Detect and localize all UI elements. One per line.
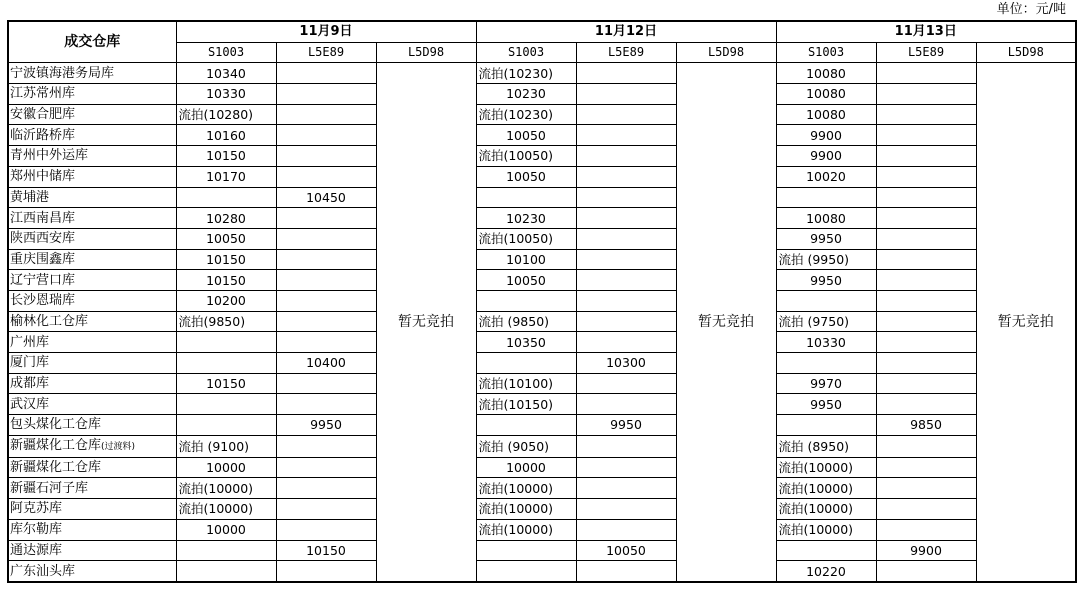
price-cell: 流拍(10000)	[176, 478, 276, 499]
price-cell: 9970	[776, 373, 876, 394]
header-col-l5d98: L5D98	[376, 42, 476, 63]
table-row	[8, 249, 1076, 270]
price-cell: 流拍(10000)	[776, 519, 876, 540]
warehouse-name	[8, 290, 176, 311]
price-cell: 流拍(9850)	[176, 311, 276, 332]
header-col-l5d98: L5D98	[676, 42, 776, 63]
price-cell	[276, 457, 376, 478]
price-cell	[476, 187, 576, 208]
price-cell: 10300	[576, 353, 676, 374]
warehouse-name-text: 包头煤化工仓库	[10, 417, 102, 433]
price-cell	[776, 187, 876, 208]
price-cell	[876, 353, 976, 374]
price-cell: 10230	[476, 84, 576, 105]
price-cell	[176, 332, 276, 353]
price-cell	[276, 249, 376, 270]
header-col-l5e89: L5E89	[276, 42, 376, 63]
table-row	[8, 435, 1076, 457]
price-cell	[276, 373, 376, 394]
table-row	[8, 415, 1076, 436]
price-cell: 10330	[776, 332, 876, 353]
price-cell	[276, 394, 376, 415]
warehouse-name-text: 陕西西安库	[10, 231, 76, 247]
warehouse-name	[8, 84, 176, 105]
price-cell: 流拍(10000)	[776, 457, 876, 478]
warehouse-name	[8, 499, 176, 520]
price-cell	[576, 166, 676, 187]
price-cell: 流拍(10050)	[476, 146, 576, 167]
price-cell	[876, 84, 976, 105]
unit-label: 单位：元/吨	[996, 2, 1066, 17]
price-cell: 10330	[176, 84, 276, 105]
price-cell	[576, 519, 676, 540]
warehouse-name-text: 广东汕头库	[10, 563, 76, 579]
price-cell	[276, 84, 376, 105]
price-cell	[576, 208, 676, 229]
price-cell: 10150	[176, 146, 276, 167]
warehouse-name-text: 宁波镇海港务局库	[10, 65, 115, 81]
table-row	[8, 478, 1076, 499]
price-cell: 10050	[576, 540, 676, 561]
warehouse-name	[8, 228, 176, 249]
price-cell	[276, 290, 376, 311]
table-row	[8, 332, 1076, 353]
price-cell: 10150	[276, 540, 376, 561]
table-row	[8, 208, 1076, 229]
warehouse-name-text: 厦门库	[10, 355, 50, 371]
warehouse-name-text: 新疆石河子库	[10, 480, 89, 496]
price-cell	[776, 353, 876, 374]
price-cell	[876, 561, 976, 582]
table-row	[8, 394, 1076, 415]
header-col-l5e89: L5E89	[576, 42, 676, 63]
price-cell	[276, 166, 376, 187]
warehouse-name-text: 广州库	[10, 334, 50, 350]
price-cell	[276, 311, 376, 332]
price-cell	[576, 63, 676, 84]
price-cell: 10400	[276, 353, 376, 374]
price-cell: 流拍 (9850)	[476, 311, 576, 332]
price-cell	[276, 519, 376, 540]
price-cell: 10150	[176, 270, 276, 291]
price-cell: 流拍(10000)	[776, 478, 876, 499]
header-date-3: 11月13日	[776, 21, 1076, 42]
header-col-s1003: S1003	[476, 42, 576, 63]
price-cell: 流拍(10000)	[176, 499, 276, 520]
warehouse-name	[8, 435, 176, 457]
warehouse-name	[8, 394, 176, 415]
price-cell: 流拍 (9950)	[776, 249, 876, 270]
auction-table	[7, 20, 1077, 583]
warehouse-name	[8, 478, 176, 499]
price-cell: 流拍(10000)	[476, 519, 576, 540]
warehouse-name	[8, 166, 176, 187]
price-cell	[576, 499, 676, 520]
warehouse-name-text: 黄埔港	[10, 189, 50, 205]
price-cell	[576, 125, 676, 146]
price-cell: 10340	[176, 63, 276, 84]
warehouse-name	[8, 519, 176, 540]
price-cell: 10160	[176, 125, 276, 146]
price-cell: 10000	[176, 457, 276, 478]
header-col-s1003: S1003	[776, 42, 876, 63]
price-cell	[876, 208, 976, 229]
price-cell	[476, 561, 576, 582]
price-cell: 流拍 (9100)	[176, 435, 276, 457]
price-cell	[276, 125, 376, 146]
warehouse-name-text: 江苏常州库	[10, 86, 76, 102]
price-cell: 流拍(10230)	[476, 104, 576, 125]
price-cell	[276, 561, 376, 582]
price-cell	[576, 249, 676, 270]
price-cell	[876, 311, 976, 332]
warehouse-name-text: 榆林化工仓库	[10, 313, 89, 329]
price-cell	[276, 63, 376, 84]
warehouse-name	[8, 353, 176, 374]
price-cell: 流拍(10150)	[476, 394, 576, 415]
price-cell	[576, 332, 676, 353]
price-cell	[876, 435, 976, 457]
price-cell	[876, 332, 976, 353]
table-body	[8, 63, 1076, 582]
warehouse-name-text: 通达源库	[10, 542, 63, 558]
price-cell	[576, 561, 676, 582]
warehouse-name-text: 青州中外运库	[10, 148, 89, 164]
table-row	[8, 166, 1076, 187]
warehouse-name-text: 长沙恩瑞库	[10, 293, 76, 309]
price-cell	[176, 415, 276, 436]
warehouse-name	[8, 104, 176, 125]
price-cell: 10050	[476, 166, 576, 187]
header-col-l5e89: L5E89	[876, 42, 976, 63]
price-cell	[876, 63, 976, 84]
price-cell	[576, 84, 676, 105]
table-row	[8, 499, 1076, 520]
price-cell: 10150	[176, 373, 276, 394]
table-row	[8, 540, 1076, 561]
warehouse-name	[8, 146, 176, 167]
price-cell	[576, 394, 676, 415]
price-cell	[276, 332, 376, 353]
price-cell: 9950	[776, 228, 876, 249]
price-cell: 10100	[476, 249, 576, 270]
warehouse-name-text: 成都库	[10, 376, 50, 392]
price-cell	[176, 394, 276, 415]
price-cell	[276, 208, 376, 229]
table-row	[8, 519, 1076, 540]
price-cell: 10450	[276, 187, 376, 208]
price-cell: 10000	[176, 519, 276, 540]
price-cell	[876, 478, 976, 499]
price-cell: 10230	[476, 208, 576, 229]
table-row	[8, 63, 1076, 84]
price-cell	[876, 187, 976, 208]
price-cell	[876, 519, 976, 540]
warehouse-name-text: 新疆煤化工仓库	[10, 437, 102, 453]
price-cell: 10170	[176, 166, 276, 187]
price-cell: 流拍(10050)	[476, 228, 576, 249]
table-row	[8, 146, 1076, 167]
price-cell	[876, 394, 976, 415]
price-cell	[576, 435, 676, 457]
warehouse-name	[8, 208, 176, 229]
table-row	[8, 311, 1076, 332]
warehouse-name	[8, 63, 176, 84]
price-cell	[476, 415, 576, 436]
warehouse-name-text: 武汉库	[10, 396, 50, 412]
price-cell: 10200	[176, 290, 276, 311]
price-cell	[876, 270, 976, 291]
price-cell	[276, 104, 376, 125]
price-cell: 流拍(10280)	[176, 104, 276, 125]
price-cell	[776, 290, 876, 311]
price-cell: 10080	[776, 63, 876, 84]
price-cell: 流拍(10100)	[476, 373, 576, 394]
warehouse-name-text: 辽宁营口库	[10, 272, 76, 288]
price-cell	[876, 166, 976, 187]
warehouse-name-text: 重庆围鑫库	[10, 251, 76, 267]
price-cell	[876, 373, 976, 394]
price-cell	[576, 290, 676, 311]
price-cell: 10080	[776, 208, 876, 229]
price-cell: 9900	[776, 125, 876, 146]
price-cell	[276, 478, 376, 499]
price-cell	[576, 311, 676, 332]
price-cell	[176, 187, 276, 208]
warehouse-name-text: 新疆煤化工仓库	[10, 460, 102, 476]
table-row	[8, 228, 1076, 249]
warehouse-name-text: 阿克苏库	[10, 501, 63, 517]
header-col-s1003: S1003	[176, 42, 276, 63]
warehouse-name	[8, 561, 176, 582]
price-cell: 流拍(10230)	[476, 63, 576, 84]
price-cell: 流拍(10000)	[476, 478, 576, 499]
price-cell	[576, 187, 676, 208]
price-cell	[876, 499, 976, 520]
warehouse-name	[8, 457, 176, 478]
price-cell: 10280	[176, 208, 276, 229]
price-cell	[276, 146, 376, 167]
warehouse-name	[8, 187, 176, 208]
price-cell	[576, 270, 676, 291]
price-cell	[776, 540, 876, 561]
table-row	[8, 457, 1076, 478]
price-cell: 流拍 (9050)	[476, 435, 576, 457]
price-cell	[876, 146, 976, 167]
warehouse-name	[8, 311, 176, 332]
warehouse-name-text: 江西南昌库	[10, 210, 76, 226]
price-cell: 9900	[876, 540, 976, 561]
table-row	[8, 270, 1076, 291]
price-cell	[876, 104, 976, 125]
price-cell: 9950	[276, 415, 376, 436]
price-cell: 10350	[476, 332, 576, 353]
price-cell	[276, 270, 376, 291]
warehouse-name	[8, 125, 176, 146]
price-cell: 流拍(10000)	[476, 499, 576, 520]
price-cell: 流拍 (8950)	[776, 435, 876, 457]
price-cell: 流拍 (9750)	[776, 311, 876, 332]
price-cell: 10050	[176, 228, 276, 249]
table-row	[8, 353, 1076, 374]
table-row	[8, 125, 1076, 146]
price-cell	[576, 228, 676, 249]
price-cell	[876, 249, 976, 270]
warehouse-name	[8, 373, 176, 394]
warehouse-name	[8, 415, 176, 436]
price-cell: 流拍(10000)	[776, 499, 876, 520]
price-cell: 10220	[776, 561, 876, 582]
table-row	[8, 561, 1076, 582]
price-cell: 9900	[776, 146, 876, 167]
price-cell: 10050	[476, 270, 576, 291]
price-cell	[176, 540, 276, 561]
header-date-1: 11月9日	[176, 21, 476, 42]
table-row	[8, 187, 1076, 208]
price-cell: 9950	[776, 270, 876, 291]
price-cell	[876, 125, 976, 146]
warehouse-name	[8, 249, 176, 270]
warehouse-name-suffix: (过渡料)	[101, 441, 136, 452]
no-auction-cell: 暂无竞拍	[976, 63, 1076, 582]
warehouse-name-text: 安徽合肥库	[10, 107, 76, 123]
price-cell	[776, 415, 876, 436]
table-row	[8, 104, 1076, 125]
price-cell	[576, 373, 676, 394]
header-col-l5d98: L5D98	[976, 42, 1076, 63]
price-cell	[276, 499, 376, 520]
price-cell	[876, 290, 976, 311]
price-cell: 10080	[776, 104, 876, 125]
header-date-2: 11月12日	[476, 21, 776, 42]
price-cell	[576, 146, 676, 167]
price-cell: 9950	[576, 415, 676, 436]
no-auction-cell: 暂无竞拍	[676, 63, 776, 582]
price-cell: 9850	[876, 415, 976, 436]
price-cell	[576, 478, 676, 499]
table-row	[8, 373, 1076, 394]
price-cell	[476, 290, 576, 311]
warehouse-name-text: 临沂路桥库	[10, 127, 76, 143]
price-cell	[576, 104, 676, 125]
no-auction-cell: 暂无竞拍	[376, 63, 476, 582]
price-cell	[176, 353, 276, 374]
warehouse-name	[8, 332, 176, 353]
price-cell	[576, 457, 676, 478]
price-cell	[276, 435, 376, 457]
header-warehouse: 成交仓库	[8, 21, 176, 63]
price-cell	[476, 353, 576, 374]
price-cell	[176, 561, 276, 582]
price-cell: 10050	[476, 125, 576, 146]
price-cell: 10020	[776, 166, 876, 187]
price-cell: 10000	[476, 457, 576, 478]
price-cell: 10080	[776, 84, 876, 105]
price-cell	[276, 228, 376, 249]
table-row	[8, 84, 1076, 105]
warehouse-name-text: 郑州中储库	[10, 169, 76, 185]
warehouse-name-text: 库尔勒库	[10, 522, 63, 538]
price-cell	[876, 457, 976, 478]
table-row	[8, 290, 1076, 311]
warehouse-name	[8, 540, 176, 561]
price-cell	[876, 228, 976, 249]
price-cell	[476, 540, 576, 561]
warehouse-name	[8, 270, 176, 291]
price-cell: 9950	[776, 394, 876, 415]
price-cell: 10150	[176, 249, 276, 270]
